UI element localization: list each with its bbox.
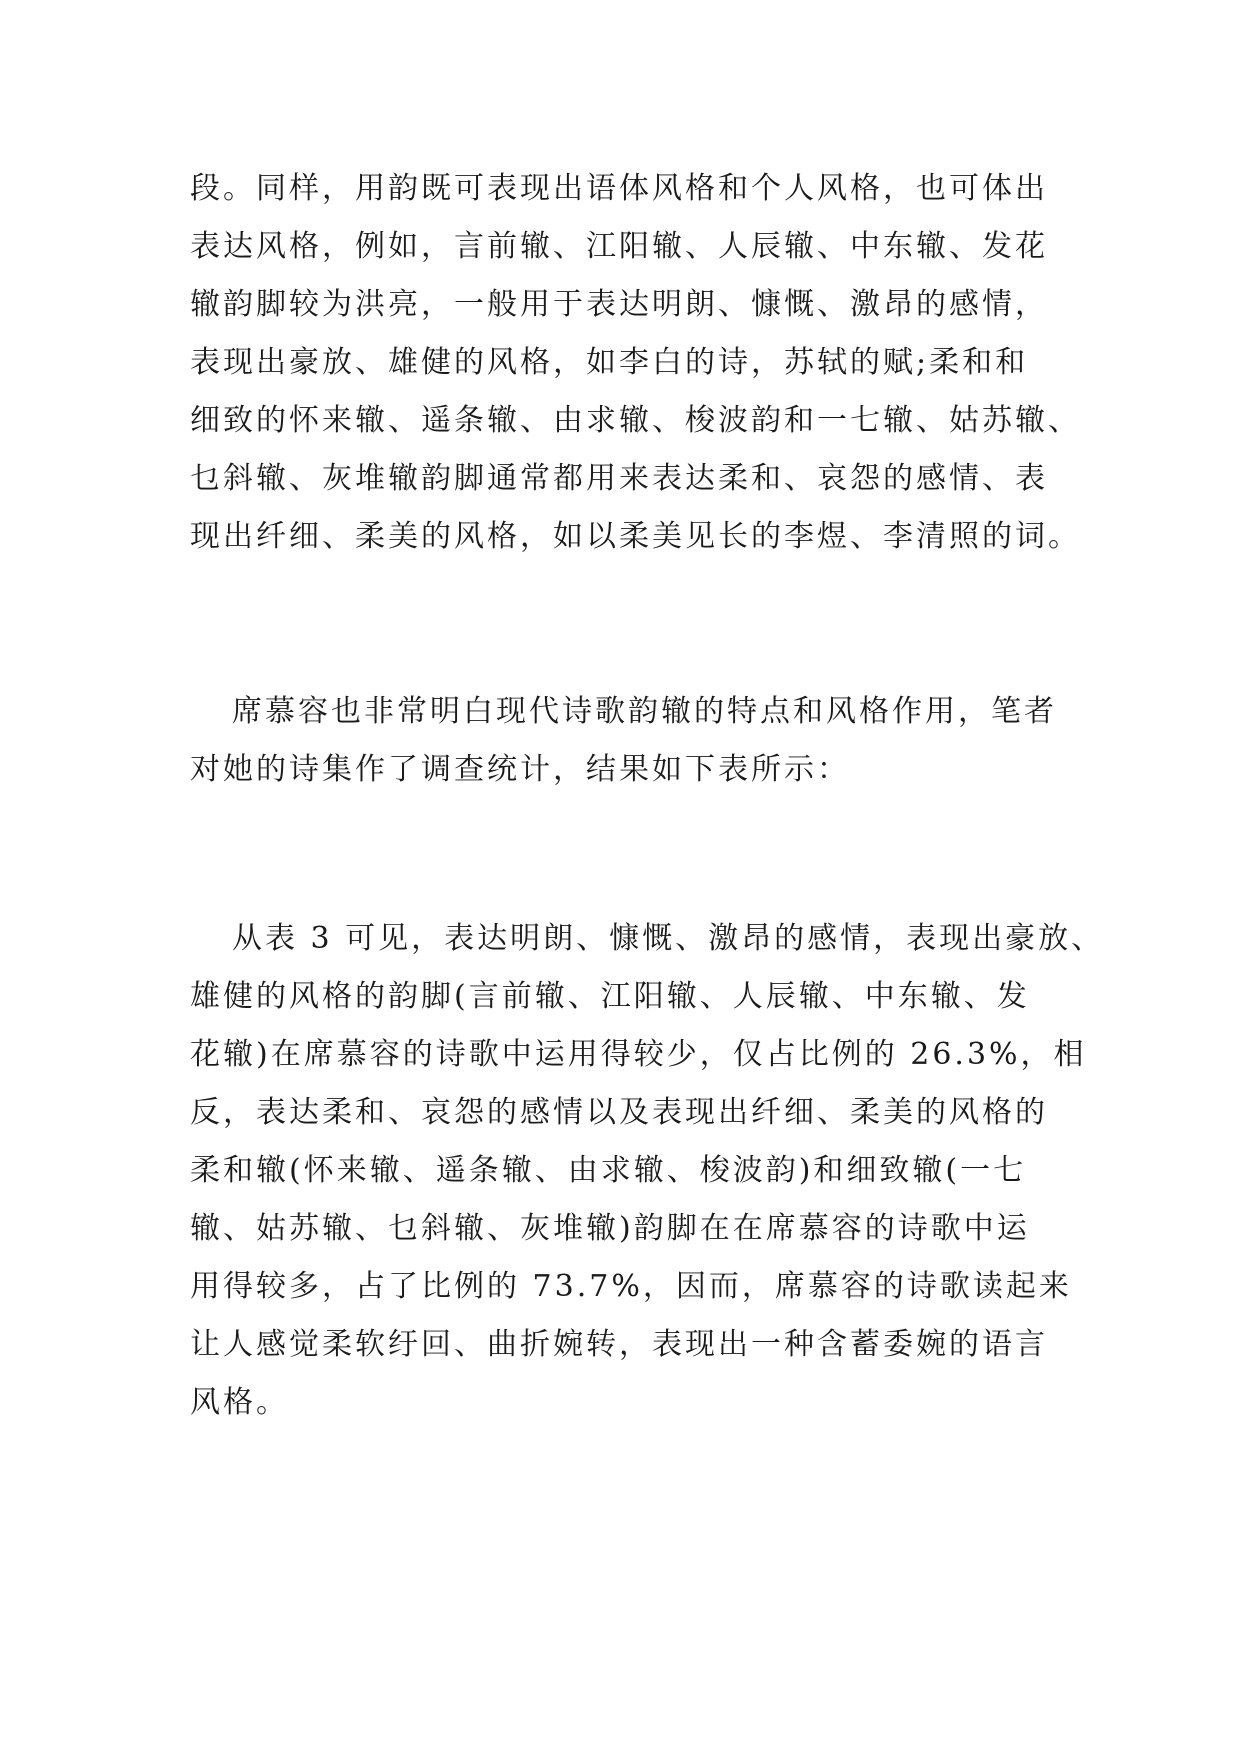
text-line: 段。同样，用韵既可表现出语体风格和个人风格，也可体出 <box>190 171 1048 206</box>
text-line: 对她的诗集作了调查统计，结果如下表所示： <box>190 752 850 787</box>
text-line: 风格。 <box>190 1385 289 1420</box>
text-line: 细致的怀来辙、遥条辙、由求辙、梭波韵和一七辙、姑苏辙、 <box>190 403 1081 438</box>
text-line: 柔和辙(怀来辙、遥条辙、由求辙、梭波韵)和细致辙(一七 <box>190 1153 1027 1188</box>
text-line: 从表 3 可见，表达明朗、慷慨、激昂的感情，表现出豪放、 <box>232 921 1105 956</box>
text-line: 现出纤细、柔美的风格，如以柔美见长的李煜、李清照的词。 <box>190 519 1081 554</box>
paragraph-table-analysis <box>190 910 1105 1432</box>
text-line: 用得较多，占了比例的 73.7%，因而，席慕容的诗歌读起来 <box>190 1269 1072 1304</box>
text-line: 辙、姑苏辙、乜斜辙、灰堆辙)韵脚在在席慕容的诗歌中运 <box>190 1211 1030 1246</box>
paragraph-rhyme-styles <box>190 160 1081 566</box>
text-line: 辙韵脚较为洪亮，一般用于表达明朗、慷慨、激昂的感情， <box>190 287 1048 322</box>
text-line: 反，表达柔和、哀怨的感情以及表现出纤细、柔美的风格的 <box>190 1095 1048 1130</box>
text-line: 乜斜辙、灰堆辙韵脚通常都用来表达柔和、哀怨的感情、表 <box>190 461 1048 496</box>
text-line: 让人感觉柔软纡回、曲折婉转，表现出一种含蓄委婉的语言 <box>190 1327 1048 1362</box>
text-line: 表现出豪放、雄健的风格，如李白的诗，苏轼的赋;柔和和 <box>190 345 1029 380</box>
text-line: 表达风格，例如，言前辙、江阳辙、人辰辙、中东辙、发花 <box>190 229 1048 264</box>
text-line: 花辙)在席慕容的诗歌中运用得较少，仅占比例的 26.3%，相 <box>190 1037 1087 1072</box>
text-line: 席慕容也非常明白现代诗歌韵辙的特点和风格作用，笔者 <box>232 694 1057 729</box>
paragraph-survey-intro <box>190 683 1070 799</box>
text-line: 雄健的风格的韵脚(言前辙、江阳辙、人辰辙、中东辙、发 <box>190 979 1030 1014</box>
